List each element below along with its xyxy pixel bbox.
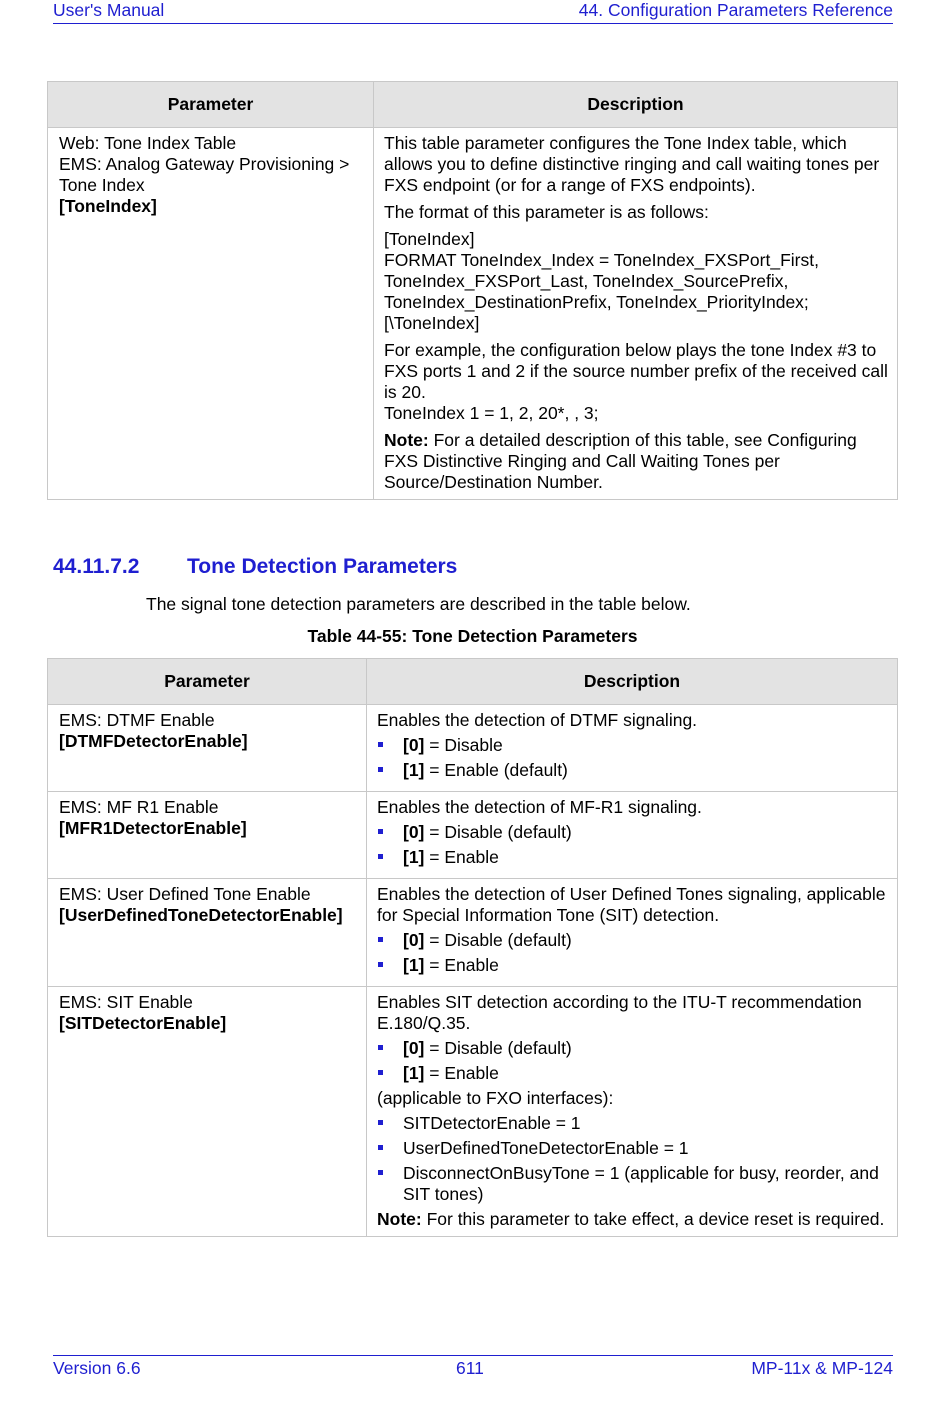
example-block <box>384 340 891 424</box>
table-row <box>48 128 898 500</box>
example-code: ToneIndex 1 = 1, 2, 20*, , 3; <box>384 403 599 423</box>
option-value: [0] <box>403 930 425 950</box>
list-item <box>377 1038 891 1059</box>
page-header <box>53 0 893 24</box>
column-header-parameter: Parameter <box>48 659 367 705</box>
column-header-description: Description <box>374 82 898 128</box>
footer-version: Version 6.6 <box>53 1358 141 1378</box>
param-key: [UserDefinedToneDetectorEnable] <box>59 905 343 925</box>
footer-page-number: 611 <box>456 1358 484 1378</box>
description-text: The format of this parameter is as follows: <box>384 202 709 222</box>
section-intro: The signal tone detection parameters are described in the table below. <box>146 594 691 614</box>
option-list <box>377 735 891 781</box>
list-item: DisconnectOnBusyTone = 1 (applicable for busy, reorder, and SIT tones) <box>377 1163 891 1205</box>
description-text: Enables the detection of DTMF signaling. <box>377 710 698 730</box>
parameter-cell <box>48 128 374 500</box>
description-cell <box>367 705 898 792</box>
option-text: = Disable (default) <box>424 822 572 842</box>
format-line: FORMAT ToneIndex_Index = ToneIndex_FXSPort_First, ToneIndex_FXSPort_Last, ToneIndex_SourcePrefix, ToneIndex_DestinationPrefix, ToneIndex_PriorityIndex; <box>384 250 819 312</box>
option-text: = Enable <box>424 955 499 975</box>
description-text: This table parameter configures the Tone Index table, which allows you to define distinctive ringing and call waiting tones per FXS endpoint (or for a range of FXS endpoints). <box>384 133 880 195</box>
param-key: [SITDetectorEnable] <box>59 1013 227 1033</box>
list-item <box>377 955 891 976</box>
page-footer <box>53 1355 893 1381</box>
description-cell <box>367 987 898 1237</box>
table-row <box>48 792 898 879</box>
option-text: = Enable <box>424 1063 499 1083</box>
option-value: [0] <box>403 1038 425 1058</box>
list-item <box>377 1063 891 1084</box>
parameter-cell <box>48 879 367 987</box>
param-ems-name: EMS: User Defined Tone Enable <box>59 884 311 904</box>
description-text: Enables the detection of MF-R1 signaling. <box>377 797 702 817</box>
list-item <box>377 822 891 843</box>
list-item: SITDetectorEnable = 1 <box>377 1113 891 1134</box>
option-text: = Enable <box>424 847 499 867</box>
option-value: [1] <box>403 1063 425 1083</box>
list-item <box>377 760 891 781</box>
param-ems-name: EMS: Analog Gateway Provisioning > Tone Index <box>59 154 350 195</box>
param-key: [ToneIndex] <box>59 196 157 216</box>
note <box>384 430 891 493</box>
list-item <box>377 930 891 951</box>
option-text: = Disable (default) <box>424 1038 572 1058</box>
list-item <box>377 847 891 868</box>
footer-product: MP-11x & MP-124 <box>751 1358 893 1378</box>
param-web-name: Web: Tone Index Table <box>59 133 237 153</box>
option-value: [1] <box>403 847 425 867</box>
option-list <box>377 822 891 868</box>
format-block <box>384 229 891 334</box>
section-number: 44.11.7.2 <box>53 555 140 578</box>
list-item: UserDefinedToneDetectorEnable = 1 <box>377 1138 891 1159</box>
option-value: [1] <box>403 955 425 975</box>
fxo-list <box>377 1113 891 1205</box>
table-row <box>48 705 898 792</box>
note-text: For a detailed description of this table, see Configuring FXS Distinctive Ringing and Call Waiting Tones per Source/Destination Number. <box>384 430 857 492</box>
note-text: For this parameter to take effect, a device reset is required. <box>421 1209 885 1229</box>
format-line: [\ToneIndex] <box>384 313 480 333</box>
option-value: [0] <box>403 822 425 842</box>
note <box>377 1209 891 1230</box>
option-value: [0] <box>403 735 425 755</box>
column-header-description: Description <box>367 659 898 705</box>
header-manual-title: User's Manual <box>53 0 165 20</box>
table-row <box>48 987 898 1237</box>
table-caption: Table 44-55: Tone Detection Parameters <box>307 626 638 646</box>
parameter-cell <box>48 705 367 792</box>
note-label: Note: <box>377 1209 422 1229</box>
parameter-cell <box>48 792 367 879</box>
param-key: [DTMFDetectorEnable] <box>59 731 248 751</box>
option-text: = Disable (default) <box>424 930 572 950</box>
list-item <box>377 735 891 756</box>
option-list <box>377 930 891 976</box>
header-chapter-title: 44. Configuration Parameters Reference <box>578 0 893 20</box>
param-ems-name: EMS: SIT Enable <box>59 992 193 1012</box>
param-key: [MFR1DetectorEnable] <box>59 818 247 838</box>
description-text: Enables the detection of User Defined Tones signaling, applicable for Special Information Tone (SIT) detection. <box>377 884 886 925</box>
param-ems-name: EMS: MF R1 Enable <box>59 797 219 817</box>
example-text: For example, the configuration below plays the tone Index #3 to FXS ports 1 and 2 if the source number prefix of the received call is 20. <box>384 340 888 402</box>
description-cell <box>374 128 898 500</box>
table-row <box>48 879 898 987</box>
param-ems-name: EMS: DTMF Enable <box>59 710 215 730</box>
section-title: Tone Detection Parameters <box>187 555 458 578</box>
parameter-cell <box>48 987 367 1237</box>
fxo-intro: (applicable to FXO interfaces): <box>377 1088 614 1108</box>
description-text: Enables SIT detection according to the ITU-T recommendation E.180/Q.35. <box>377 992 862 1033</box>
tone-index-table <box>47 81 898 500</box>
note-label: Note: <box>384 430 429 450</box>
option-list <box>377 1038 891 1084</box>
option-value: [1] <box>403 760 425 780</box>
format-line: [ToneIndex] <box>384 229 475 249</box>
description-cell <box>367 879 898 987</box>
tone-detection-table <box>47 658 898 1237</box>
description-cell <box>367 792 898 879</box>
option-text: = Disable <box>424 735 503 755</box>
column-header-parameter: Parameter <box>48 82 374 128</box>
option-text: = Enable (default) <box>424 760 568 780</box>
